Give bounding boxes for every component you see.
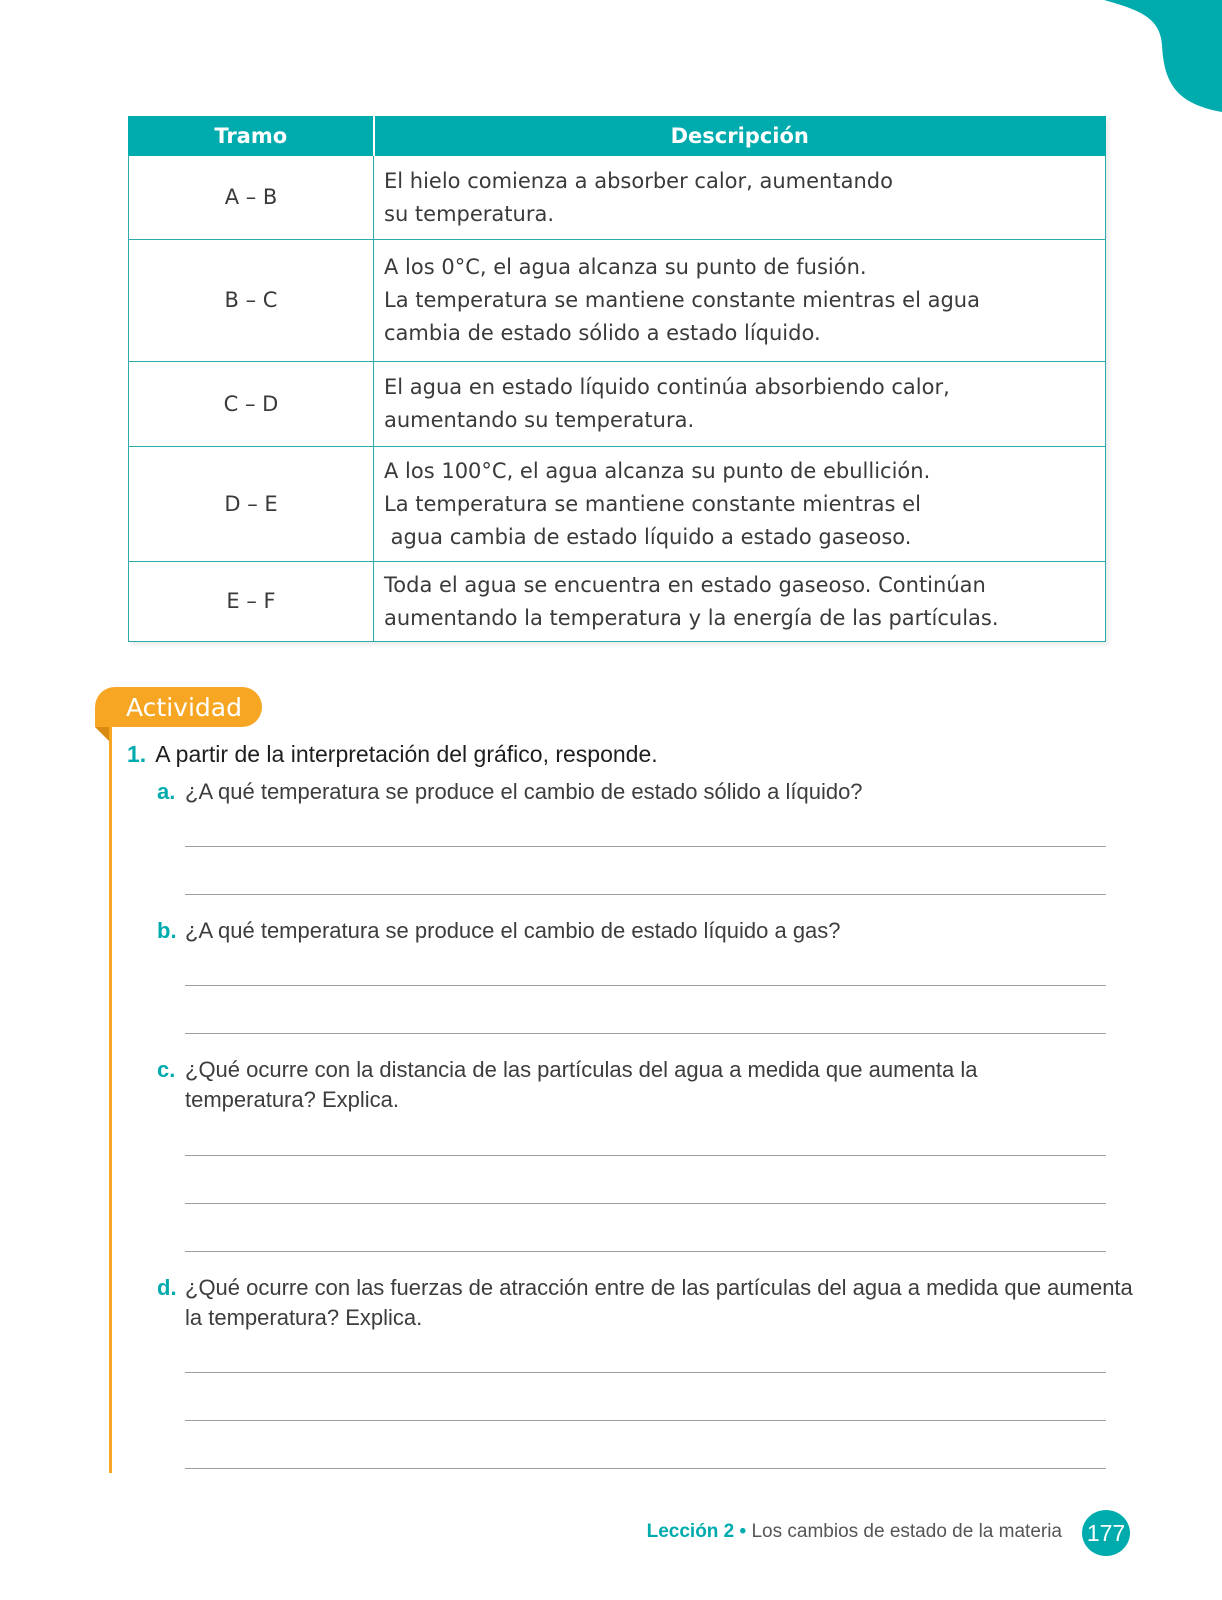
description-line: La temperatura se mantiene constante mientras el — [384, 491, 921, 516]
description-cell — [374, 156, 1106, 240]
answer-line[interactable] — [185, 985, 1106, 986]
activity-side-bar — [109, 727, 112, 1473]
description-line: El agua en estado líquido continúa absorbiendo calor, — [384, 375, 950, 399]
header-descripcion: Descripción — [374, 117, 1106, 156]
description-line: cambia de estado sólido a estado líquido. — [384, 321, 821, 345]
subquestion-text — [185, 1055, 977, 1115]
footer-lesson — [647, 1521, 1062, 1543]
description-table — [128, 116, 1106, 642]
description-line: A los 100°C, el agua alcanza su punto de ebullición. — [384, 458, 931, 483]
corner-decoration — [1092, 0, 1222, 115]
answer-line[interactable] — [185, 1372, 1106, 1373]
subquestion-line: temperatura? Explica. — [185, 1087, 399, 1112]
description-line: La temperatura se mantiene constante mientras el agua — [384, 288, 980, 312]
subquestion-a — [157, 777, 863, 807]
table-row — [129, 447, 1106, 562]
tramo-cell: E – F — [129, 562, 374, 642]
answer-line[interactable] — [185, 1251, 1106, 1252]
description-line: agua cambia de estado líquido a estado gaseoso. — [384, 524, 912, 549]
subquestion-line: ¿A qué temperatura se produce el cambio de estado sólido a líquido? — [185, 779, 863, 804]
description-line: A los 0°C, el agua alcanza su punto de fusión. — [384, 255, 867, 279]
tramo-cell: A – B — [129, 156, 374, 240]
answer-line[interactable] — [185, 1155, 1106, 1156]
answer-line[interactable] — [185, 1033, 1106, 1034]
table-row — [129, 362, 1106, 447]
activity-tab — [95, 687, 262, 727]
table-row — [129, 562, 1106, 642]
lesson-label: Lección 2 — [646, 1521, 735, 1542]
description-cell — [374, 240, 1106, 362]
activity-label: Actividad — [126, 692, 242, 722]
subquestion-text — [185, 1273, 1133, 1333]
subquestion-letter: a. — [157, 779, 176, 804]
answer-line[interactable] — [185, 1468, 1106, 1469]
subquestion-text — [185, 916, 841, 946]
description-line: aumentando su temperatura. — [384, 408, 695, 432]
subquestion-line: la temperatura? Explica. — [185, 1305, 423, 1330]
answer-line[interactable] — [185, 894, 1106, 895]
header-tramo: Tramo — [129, 117, 374, 156]
description-line: aumentando la temperatura y la energía de las partículas. — [384, 605, 999, 630]
subquestion-letter: d. — [157, 1275, 177, 1300]
tramo-cell: D – E — [129, 447, 374, 562]
description-line: su temperatura. — [384, 201, 555, 226]
activity-tab-fold — [95, 727, 109, 741]
table-row — [129, 156, 1106, 240]
subquestion-line: ¿Qué ocurre con las fuerzas de atracción entre de las partículas del agua a medida que aumenta — [185, 1275, 1133, 1300]
question-1 — [127, 741, 658, 768]
subquestion-line: ¿A qué temperatura se produce el cambio de estado líquido a gas? — [185, 918, 841, 943]
description-cell — [374, 447, 1106, 562]
description-cell — [374, 562, 1106, 642]
answer-line[interactable] — [185, 846, 1106, 847]
subquestion-d — [157, 1273, 1133, 1333]
page-number — [1082, 1510, 1130, 1556]
subquestion-letter: c. — [157, 1057, 176, 1082]
question-text: A partir de la interpretación del gráfico, responde. — [155, 741, 658, 767]
description-line: El hielo comienza a absorber calor, aumentando — [384, 168, 893, 193]
question-number: 1. — [127, 741, 147, 767]
subquestion-line: ¿Qué ocurre con la distancia de las partículas del agua a medida que aumenta la — [185, 1057, 978, 1082]
footer-separator: • — [739, 1521, 747, 1542]
subquestion-c — [157, 1055, 977, 1115]
tramo-cell: C – D — [129, 362, 374, 447]
table-row — [129, 240, 1106, 362]
answer-line[interactable] — [185, 1203, 1106, 1204]
answer-line[interactable] — [185, 1420, 1106, 1421]
lesson-title: Los cambios de estado de la materia — [751, 1521, 1062, 1542]
description-line: Toda el agua se encuentra en estado gaseoso. Continúan — [384, 572, 986, 597]
subquestion-b — [157, 916, 841, 946]
page-number-text: 177 — [1086, 1519, 1126, 1546]
subquestion-letter: b. — [157, 918, 177, 943]
tramo-cell: B – C — [129, 240, 374, 362]
subquestion-text — [185, 777, 863, 807]
description-cell — [374, 362, 1106, 447]
